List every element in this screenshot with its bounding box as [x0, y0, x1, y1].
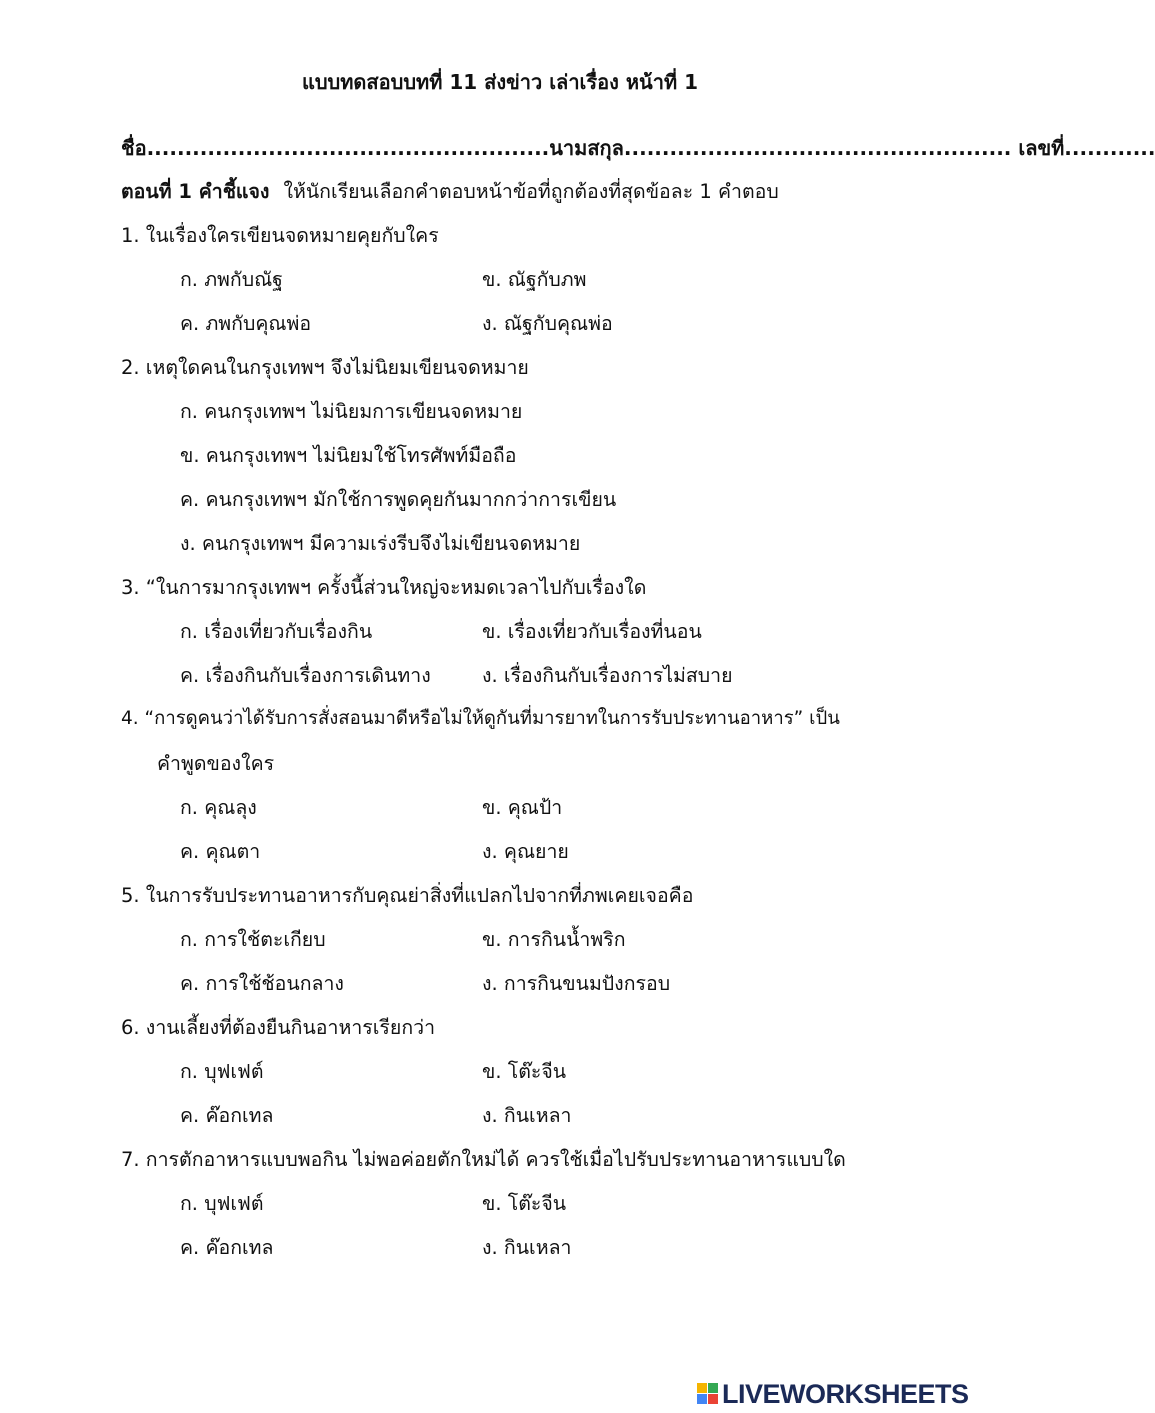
option-2d[interactable]: ง. คนกรุงเทพฯ มีความเร่งรีบจึงไม่เขียนจดหมาย	[180, 532, 581, 555]
question-5: 5. ในการรับประทานอาหารกับคุณย่าสิ่งที่แปลกไปจากที่ภพเคยเจอคือ	[121, 884, 694, 907]
instruction-label: ตอนที่ 1 คำชี้แจง	[121, 180, 270, 203]
option-6c[interactable]: ค. ค๊อกเทล	[180, 1104, 274, 1127]
question-6: 6. งานเลี้ยงที่ต้องยืนกินอาหารเรียกว่า	[121, 1016, 436, 1039]
option-5c[interactable]: ค. การใช้ช้อนกลาง	[180, 972, 344, 995]
option-5a[interactable]: ก. การใช้ตะเกียบ	[180, 928, 326, 951]
question-7: 7. การตักอาหารแบบพอกิน ไม่พอค่อยตักใหม่ได้ ควรใช้เมื่อไปรับประทานอาหารแบบใด	[121, 1148, 846, 1171]
option-4b[interactable]: ข. คุณป้า	[482, 796, 563, 819]
option-3b[interactable]: ข. เรื่องเที่ยวกับเรื่องที่นอน	[482, 620, 702, 643]
option-7c[interactable]: ค. ค๊อกเทล	[180, 1236, 274, 1259]
instruction-text: ให้นักเรียนเลือกคำตอบหน้าข้อที่ถูกต้องที่สุดข้อละ 1 คำตอบ	[283, 180, 779, 203]
option-7b[interactable]: ข. โต๊ะจีน	[482, 1192, 567, 1215]
question-2: 2. เหตุใดคนในกรุงเทพฯ จึงไม่นิยมเขียนจดหมาย	[121, 356, 529, 379]
question-4-continued: คำพูดของใคร	[157, 752, 275, 775]
question-1: 1. ในเรื่องใครเขียนจดหมายคุยกับใคร	[121, 224, 439, 247]
option-6b[interactable]: ข. โต๊ะจีน	[482, 1060, 567, 1083]
option-7d[interactable]: ง. กินเหลา	[482, 1236, 572, 1259]
option-7a[interactable]: ก. บุฟเฟต์	[180, 1192, 264, 1215]
option-6d[interactable]: ง. กินเหลา	[482, 1104, 572, 1127]
option-3a[interactable]: ก. เรื่องเที่ยวกับเรื่องกิน	[180, 620, 373, 643]
option-1b[interactable]: ข. ณัฐกับภพ	[482, 268, 587, 291]
liveworksheets-logo	[697, 1378, 969, 1410]
logo-cube-icon	[697, 1383, 719, 1405]
name-line: ชื่อ.....................................................นามสกุล................................................... เลขที่............	[121, 136, 1155, 160]
option-4d[interactable]: ง. คุณยาย	[482, 840, 569, 863]
option-3c[interactable]: ค. เรื่องกินกับเรื่องการเดินทาง	[180, 664, 431, 687]
option-4a[interactable]: ก. คุณลุง	[180, 796, 257, 819]
question-4: 4. “การดูคนว่าได้รับการสั่งสอนมาดีหรือไม่ให้ดูกันที่มารยาทในการรับประทานอาหาร” เป็น	[121, 708, 840, 729]
option-4c[interactable]: ค. คุณตา	[180, 840, 261, 863]
option-1d[interactable]: ง. ณัฐกับคุณพ่อ	[482, 312, 613, 335]
option-5b[interactable]: ข. การกินน้ำพริก	[482, 928, 626, 951]
option-2a[interactable]: ก. คนกรุงเทพฯ ไม่นิยมการเขียนจดหมาย	[180, 400, 523, 423]
option-3d[interactable]: ง. เรื่องกินกับเรื่องการไม่สบาย	[482, 664, 733, 687]
option-1c[interactable]: ค. ภพกับคุณพ่อ	[180, 312, 312, 335]
option-1a[interactable]: ก. ภพกับณัฐ	[180, 268, 283, 291]
logo-text: LIVEWORKSHEETS	[722, 1378, 969, 1409]
option-6a[interactable]: ก. บุฟเฟต์	[180, 1060, 264, 1083]
option-5d[interactable]: ง. การกินขนมปังกรอบ	[482, 972, 671, 995]
instruction	[121, 176, 779, 207]
question-3: 3. “ในการมากรุงเทพฯ ครั้งนี้ส่วนใหญ่จะหมดเวลาไปกับเรื่องใด	[121, 576, 647, 599]
option-2b[interactable]: ข. คนกรุงเทพฯ ไม่นิยมใช้โทรศัพท์มือถือ	[180, 444, 517, 467]
page-title: แบบทดสอบบทที่ 11 ส่งข่าว เล่าเรื่อง หน้าที่ 1	[301, 70, 699, 94]
option-2c[interactable]: ค. คนกรุงเทพฯ มักใช้การพูดคุยกันมากกว่าการเขียน	[180, 488, 617, 511]
